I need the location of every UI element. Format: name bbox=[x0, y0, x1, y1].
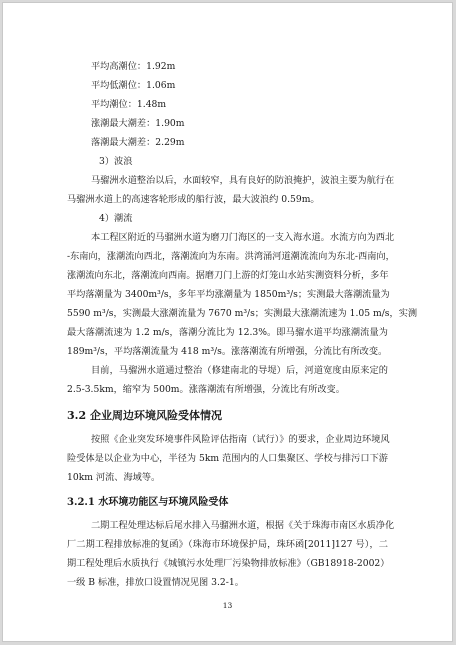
document-page bbox=[2, 2, 453, 642]
current-line-6: 最大落潮流速为 1.2 m/s，落潮分流比为 12.3%。即马骝水道平均涨潮流量为 bbox=[67, 327, 388, 338]
current-line-3: 涨潮流向东北，落潮流向西南。据磨刀门上游的灯笼山水站实测资料分析，多年 bbox=[67, 270, 389, 281]
current-line-5: 5590 m³/s，实测最大涨潮流量为 7670 m³/s；实测最大涨潮流速为 1.05 m/s，实测 bbox=[67, 308, 418, 319]
section-3-2-1-title: 3.2.1 水环境功能区与环境风险受体 bbox=[67, 497, 229, 508]
max-ebb-range: 落潮最大潮差：2.29m bbox=[91, 137, 185, 148]
waves-line-1: 马骝洲水道整治以后，水面较窄，具有良好的防浪掩护，波浪主要为航行在 bbox=[91, 175, 395, 186]
mean-high-tide: 平均高潮位：1.92m bbox=[91, 61, 176, 72]
current-line-4: 平均落潮量为 3400m³/s，多年平均涨潮量为 1850m³/s；实测最大落潮流量为 bbox=[67, 289, 390, 300]
section-3-2-1-line-4: 一级 B 标准，排放口设置情况见图 3.2-1。 bbox=[67, 577, 244, 588]
page-number: 13 bbox=[222, 601, 233, 610]
current-line-1: 本工程区附近的马骝洲水道为磨刀门海区的一支入海水道。水流方向为西北 bbox=[91, 232, 395, 243]
current-heading: 4）潮流 bbox=[99, 213, 133, 224]
current-line-7: 189m³/s，平均落潮流量为 418 m³/s。涨落潮流有所增强，分流比有所改变。 bbox=[67, 346, 388, 357]
current-para2-line-2: 2.5-3.5km，缩窄为 500m。涨落潮流有所增强，分流比有所改变。 bbox=[67, 384, 345, 395]
section-3-2-line-2: 险受体是以企业为中心，半径为 5km 范围内的人口集聚区、学校与排污口下游 bbox=[67, 453, 388, 464]
mean-low-tide: 平均低潮位：1.06m bbox=[91, 80, 176, 91]
waves-line-2: 马骝洲水道上的高速客轮形成的船行波，最大波浪约 0.59m。 bbox=[67, 194, 320, 205]
section-3-2-1-line-2: 厂二期工程排放标准的复函》（珠海市环境保护局，珠环函[2011]127 号），二 bbox=[67, 539, 388, 550]
section-3-2-line-1: 按照《企业突发环境事件风险评估指南（试行）》的要求，企业周边环境风 bbox=[91, 434, 390, 445]
max-flood-range: 涨潮最大潮差：1.90m bbox=[91, 118, 185, 129]
section-3-2-line-3: 10km 河流、海域等。 bbox=[67, 472, 161, 483]
waves-heading: 3）波浪 bbox=[99, 156, 133, 167]
current-para2-line-1: 目前，马骝洲水道通过整治（修建南北的导堤）后，河道宽度由原来定的 bbox=[91, 365, 388, 376]
section-3-2-1-line-1: 二期工程处理达标后尾水排入马骝洲水道，根据《关于珠海市南区水质净化 bbox=[91, 520, 395, 531]
current-line-2: -东南向，涨潮流向西北，落潮流向为东南。洪湾涌河道潮流流向为东北-西南向， bbox=[67, 251, 395, 262]
mean-tide: 平均潮位：1.48m bbox=[91, 99, 167, 110]
section-3-2-1-line-3: 期工程处理后水质执行《城镇污水处理厂污染物排放标准》（GB18918-2002） bbox=[67, 558, 390, 569]
section-3-2-title: 3.2 企业周边环境风险受体情况 bbox=[67, 409, 222, 422]
